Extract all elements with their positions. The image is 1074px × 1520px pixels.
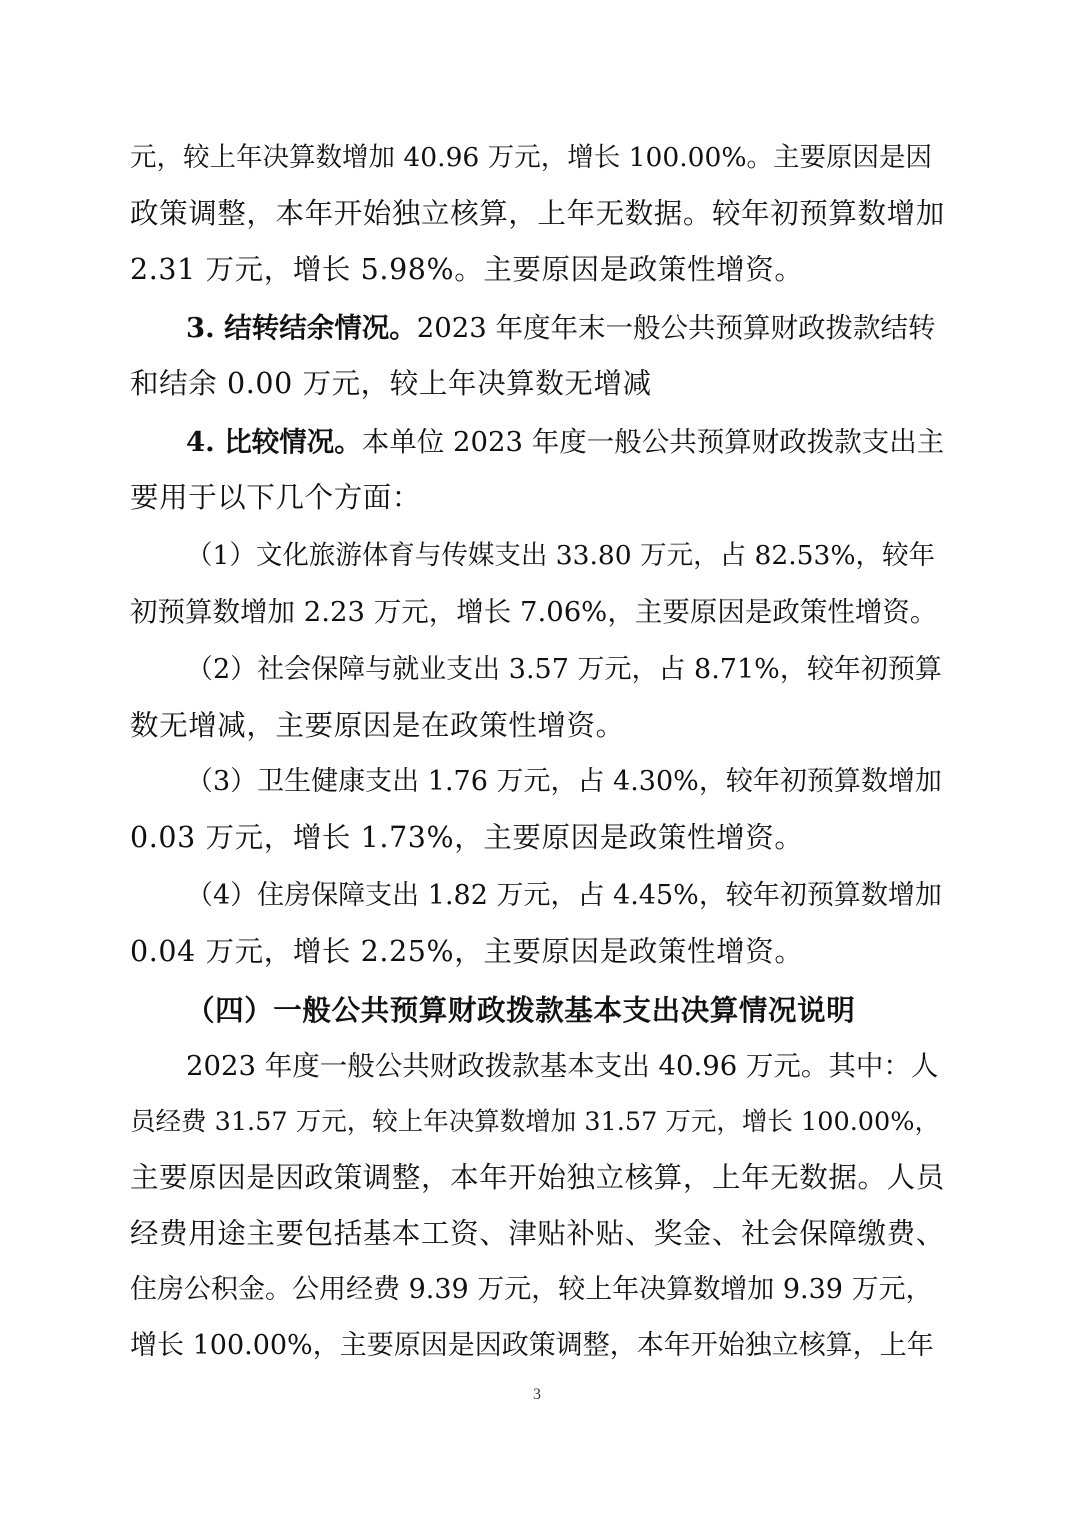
list-item-line: （4）住房保障支出 1.82 万元，占 4.45%，较年初预算数增加 bbox=[186, 880, 942, 911]
section-3-line-1 bbox=[186, 308, 936, 348]
body-line: 主要原因是因政策调整，本年开始独立核算，上年无数据。人员 bbox=[130, 1161, 945, 1194]
section-4-line-1 bbox=[186, 422, 944, 462]
list-item-line: 数无增减，主要原因是在政策性增资。 bbox=[130, 709, 625, 742]
section-3-text: 2023 年度年末一般公共预算财政拨款结转 bbox=[416, 312, 936, 344]
body-line: 增长 100.00%，主要原因是因政策调整，本年开始独立核算，上年 bbox=[130, 1330, 934, 1361]
body-line: 元，较上年决算数增加 40.96 万元，增长 100.00%。主要原因是因 bbox=[130, 142, 933, 173]
list-item-line: 0.03 万元，增长 1.73%，主要原因是政策性增资。 bbox=[130, 821, 804, 854]
section-3-heading: 3. 结转结余情况。 bbox=[186, 312, 417, 344]
page-number: 3 bbox=[533, 1386, 541, 1403]
list-item-line: （1）文化旅游体育与传媒支出 33.80 万元，占 82.53%，较年 bbox=[186, 540, 936, 571]
body-line: 员经费 31.57 万元，较上年决算数增加 31.57 万元，增长 100.00%， bbox=[130, 1107, 940, 1137]
list-item-line: （2）社会保障与就业支出 3.57 万元，占 8.71%，较年初预算 bbox=[186, 654, 942, 685]
list-item-line: （3）卫生健康支出 1.76 万元，占 4.30%，较年初预算数增加 bbox=[186, 766, 942, 797]
section-4-text: 本单位 2023 年度一般公共预算财政拨款支出主 bbox=[361, 426, 945, 458]
list-item-line: 0.04 万元，增长 2.25%，主要原因是政策性增资。 bbox=[130, 935, 804, 968]
section-4-heading: 4. 比较情况。 bbox=[186, 426, 362, 458]
body-line: 要用于以下几个方面： bbox=[130, 481, 422, 514]
body-line: 政策调整，本年开始独立核算，上年无数据。较年初预算数增加 bbox=[130, 197, 945, 230]
body-line: 和结余 0.00 万元，较上年决算数无增减 bbox=[130, 367, 652, 400]
body-line: 经费用途主要包括基本工资、津贴补贴、奖金、社会保障缴费、 bbox=[130, 1217, 945, 1250]
section-heading: （四）一般公共预算财政拨款基本支出决算情况说明 bbox=[186, 993, 856, 1027]
body-line: 2.31 万元，增长 5.98%。主要原因是政策性增资。 bbox=[130, 253, 804, 286]
body-line: 住房公积金。公用经费 9.39 万元，较上年决算数增加 9.39 万元， bbox=[130, 1274, 933, 1305]
body-line: 2023 年度一般公共财政拨款基本支出 40.96 万元。其中：人 bbox=[186, 1050, 939, 1082]
list-item-line: 初预算数增加 2.23 万元，增长 7.06%，主要原因是政策性增资。 bbox=[130, 596, 938, 628]
